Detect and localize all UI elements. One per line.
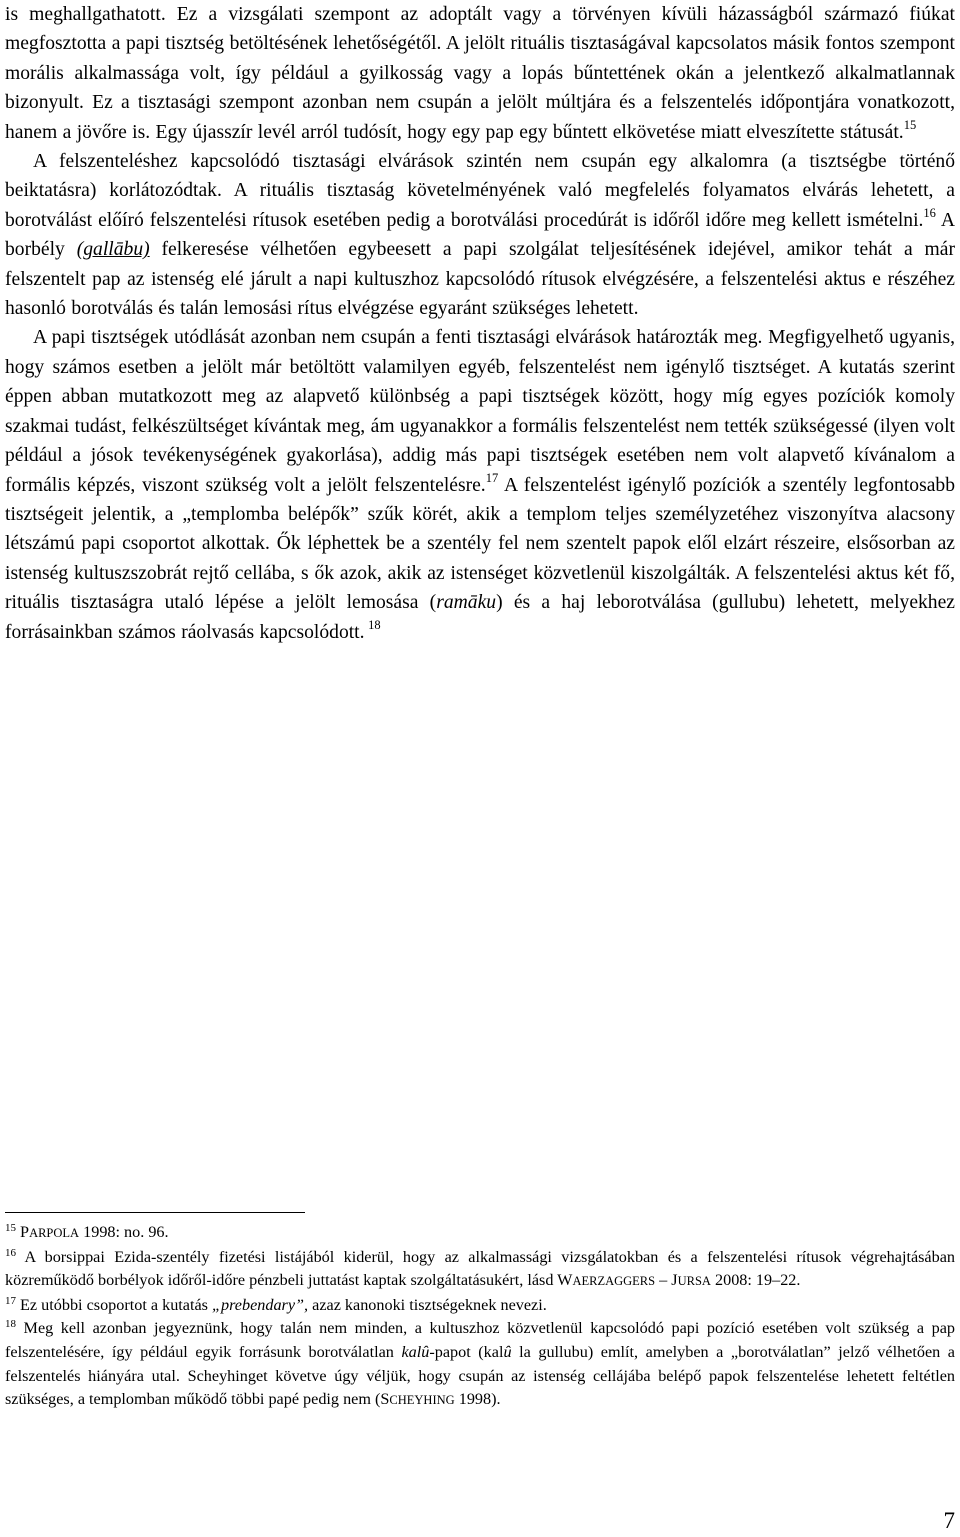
footnote-text: 1998). xyxy=(454,1390,501,1409)
paragraph xyxy=(5,147,955,323)
footnote-text: 1998: no. 96. xyxy=(79,1223,169,1241)
footnote-number: 18 xyxy=(5,1318,16,1331)
text-span: származó fiúkat megfosztotta a papi tisztség betöltésének lehetőségétől. A jelölt rituális tisztaságával kapcsolatos másik fontos szempont morális alkalmassága volt, így például a gyilkosság vagy a lopás bűntettének okán a jelentkező alkalmatlannak bizonyult. Ez a tisztasági szempont azonban nem csupán a jelölt múltjára és a felszentelés időpontjára vonatkozott, hanem a jövőre is. Egy újasszír levél arról tudósít, hogy egy pap egy bűntett elkövetése miatt elveszítette státusát. xyxy=(5,4,955,143)
footnote-17 xyxy=(5,1294,955,1318)
text-span: A papi tisztségek utódlását azonban nem csupán a fenti tisztasági elvárások határozták meg. Megfigyelhető ugyanis, hogy számos esetben a jelölt már betöltött valamilyen egyéb, felszentelést nem igénylő tisztséget. A kutatás szerint éppen abban mutatkozott meg az alapvető különbség a papi tisztségek között, hogy míg egyes pozíciók komoly szakmai tudást, felkészültséget kívántak meg, ám ugyanakkor a formális felszentelést nem tették szükségessé (ilyen volt például a jósok tevékenységének gyakorlása), addig más papi tisztségek esetében nem volt alapvető kívánalom a formális képzés, viszont szükség volt a jelölt felszentelésre. xyxy=(5,327,955,496)
paragraph xyxy=(5,323,955,646)
footnote-ref-15[interactable]: 15 xyxy=(903,117,917,132)
term-u: û xyxy=(503,1342,512,1361)
text-line: is meghallgathatott. Ez a vizsgálati szempont az adoptált vagy a törvényen kívüli házasságból xyxy=(5,4,814,25)
footnote-ref-18[interactable]: 18 xyxy=(364,617,381,632)
paragraph xyxy=(5,0,955,147)
text-span: A borbély xyxy=(5,209,956,261)
text-span: felkeresése vélhetően egybeesett a papi szolgálat teljesítésének idejével, amikor tehát a már felszentelt pap az istenség elé járult a napi kultuszhoz kapcsolódó rítusok elvégzésére, a felszentelési aktus e részéhez hasonló borotválás és talán lemosási rítus elvégzése egyaránt szükséges lehetett. xyxy=(5,239,955,320)
term-gallabu: (gallābu) xyxy=(76,239,150,261)
footnote-18: $^{18}$ Meg kell azonban jegyeznünk, hogy talán nem minden, a kultuszhoz közvetlenül kapcsolódó papi pozíció esetében volt szükség a pap felszentelésére, így például egyik forrásunk borotválatlan kalû-papot (kalû la gullubu) említ, amelyben a „borotválatlan” jelző vélhetően a felszentelés hiányára utal. Scheyhinget követve úgy véljük, hogy csupán az istenség cellájába belépő papok felszentelése lehetett feltétlen szükséges, a templomban működő többi papé pedig nem (SCHEYHING 1998). xyxy=(5,1318,955,1409)
main-text xyxy=(5,0,955,647)
footnote-text: -papot (kal xyxy=(429,1342,504,1361)
footnote-ref-16[interactable]: 16 xyxy=(923,205,936,220)
footnote-number: 15 xyxy=(5,1222,16,1234)
term-ramaku: ramāku xyxy=(436,592,497,614)
page-number: 7 xyxy=(943,1508,955,1533)
term-kalu: kalû xyxy=(401,1342,430,1361)
text-span: A felszentelést igénylő pozíciók a szentély legfontosabb tisztségeit jelentik, a „templomba belépők” szűk körét, akik a templom teljes személyzetéhez viszonyítva alacsony létszámú papi csoportot alkottak. Ők léphettek be a szentély fel nem szentelt papok elől elzárt részeire, elsősorban az istenség kultuszszobrát rejtő cellába, s ők azok, akik az istenséget közvetlenül kiszolgálták. A felszentelési aktus két fő, rituális tisztaságra utaló lépése a jelölt lemosása ( xyxy=(5,474,955,614)
footnote-text: – xyxy=(655,1271,672,1290)
footnote-16: $^{16}$ A borsippai Ezida-szentély fizetési listájából kiderül, hogy az alkalmassági vizsgálatokban és a felszentelési rítusok végrehajtásában közreműködő borbélyok időről-időre pénzbeli juttatást kaptak szolgáltatásukért, lásd WAERZAGGERS – JURSA 2008: 19–22. xyxy=(5,1246,955,1290)
footnote-15: $^{15}$ PARPOLA 1998: no. 96. xyxy=(5,1222,169,1241)
term-prebendary: „prebendary”, xyxy=(212,1295,309,1314)
footnote-number: 16 xyxy=(5,1246,16,1259)
footnote-text: Meg kell azonban jegyeznünk, hogy talán nem minden, a kultuszhoz közvetlenül kapcsolódó papi pozíció esetében volt szükség a pap felszentelésére, így például egyik forrásunk borotválatlan xyxy=(5,1319,955,1361)
text-span: ) és a haj leborotválása (gullubu) lehetett, melyekhez forrásainkban számos ráolvasás kapcsolódott. xyxy=(5,592,955,643)
footnote-text: 2008: 19–22. xyxy=(710,1271,801,1290)
footnote-ref-17[interactable]: 17 xyxy=(485,470,499,485)
footnote-text: A borsippai Ezida-szentély fizetési listájából kiderül, hogy az alkalmassági vizsgálatokban és a felszentelési rítusok végrehajtásában közreműködő borbélyok időről-időre pénzbeli juttatást kaptak szolgáltatásukért, lásd xyxy=(5,1247,955,1290)
text-span: A felszenteléshez kapcsolódó tisztasági elvárások szintén nem csupán egy alkalomra (a tisztségbe történő beiktatásra) korlátozódtak. A rituális tisztaság követelményének való megfelelés folyamatos elvárás lehetett, a borotválást előíró felszentelési rítusok esetében pedig a borotválási procedúrát is időről időre meg kellett ismételni. xyxy=(5,151,955,231)
footnote-text: azaz kanonoki tisztségeknek nevezi. xyxy=(308,1295,547,1314)
footnote-separator xyxy=(5,1212,305,1213)
footnote-text: la gullubu) említ, amelyben a „borotválatlan” jelző vélhetően a felszentelés hiányára utal. Scheyhinget követve úgy véljük, hogy csupán az istenség cellájába belépő papok felszentelése lehetett feltétlen szükséges, a templomban működő többi papé pedig nem ( xyxy=(5,1342,955,1409)
footnotes xyxy=(5,1221,955,1413)
footnote-number: 17 xyxy=(5,1294,16,1307)
footnote-text: Ez utóbbi csoportot a kutatás xyxy=(16,1295,213,1314)
